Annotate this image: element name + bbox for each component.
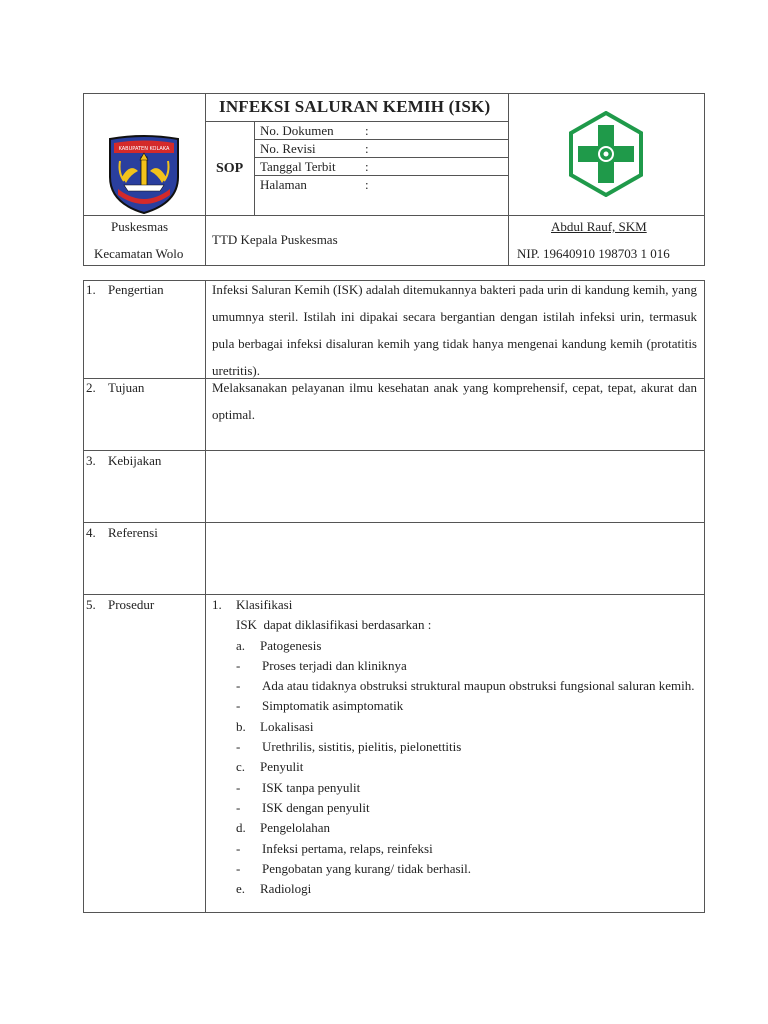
list-item-text: Lokalisasi [260, 718, 314, 734]
section-label-pengertian: Pengertian [108, 282, 164, 297]
list-item-text: Pengelolahan [260, 820, 331, 836]
list-item [212, 818, 697, 838]
divider [254, 139, 508, 140]
pengertian-text: Infeksi Saluran Kemih (ISK) adalah ditemukannya bakteri pada urin di kandung kemih, yang umumnya steril. Istilah ini dipakai secara bergantian dengan istilah infeksi urin, termasuk pula berbagai infeksi disaluran kemih yang tidak hanya mengenai kandung kemih (protatitis uretritis). [212, 282, 697, 378]
divider [254, 121, 255, 215]
list-marker: - [236, 698, 241, 714]
section-number: 4. [86, 525, 96, 540]
divider [508, 93, 509, 266]
list-item [212, 595, 697, 615]
section-label-referensi: Referensi [108, 525, 158, 540]
doc-field-separator: : [365, 159, 369, 174]
list-item-text: Patogenesis [260, 637, 322, 653]
list-item [212, 636, 697, 656]
head-name: Abdul Rauf, SKM [551, 219, 647, 234]
list-marker: d. [236, 820, 246, 836]
section-label-prosedur: Prosedur [108, 597, 155, 612]
doc-field-separator: : [365, 177, 369, 192]
list-item-text: Infeksi pertama, relaps, reinfeksi [262, 840, 433, 856]
list-item-text: Proses terjadi dan kliniknya [262, 657, 407, 673]
list-item-text: Penyulit [260, 759, 304, 775]
section-label-tujuan: Tujuan [108, 380, 145, 395]
list-marker: - [236, 678, 241, 694]
list-marker: a. [236, 637, 246, 653]
section-number: 3. [86, 453, 96, 468]
sop-label: SOP [216, 161, 244, 176]
doc-field-label: No. Dokumen [260, 123, 334, 138]
list-item-text: ISK dengan penyulit [262, 799, 370, 815]
list-marker: - [236, 657, 241, 673]
list-marker: - [236, 739, 241, 755]
list-marker: - [236, 860, 241, 876]
list-item [212, 839, 697, 859]
doc-field-separator: : [365, 141, 369, 156]
institution-district: Kecamatan Wolo [94, 246, 184, 261]
section-label-kebijakan: Kebijakan [108, 453, 162, 468]
divider [83, 215, 705, 216]
institution-name: Puskesmas [111, 219, 169, 234]
list-item [212, 757, 697, 777]
list-item-text: Klasifikasi [236, 597, 293, 612]
tujuan-text: Melaksanakan pelayanan ilmu kesehatan anak yang komprehensif, cepat, tepat, akurat dan optimal. [212, 380, 697, 422]
doc-field-label: Halaman [260, 177, 307, 192]
list-item-text: Simptomatik asimptomatik [262, 698, 404, 714]
list-item [212, 717, 697, 737]
list-marker: b. [236, 718, 246, 734]
section-number: 2. [86, 380, 96, 395]
list-item-text: Pengobatan yang kurang/ tidak berhasil. [262, 860, 472, 876]
divider [83, 265, 705, 266]
head-nip: NIP. 19640910 198703 1 016 [517, 246, 670, 261]
section-number: 5. [86, 597, 96, 612]
divider [83, 522, 705, 523]
list-marker: e. [236, 881, 246, 897]
doc-field-separator: : [365, 123, 369, 138]
list-item [212, 737, 697, 757]
list-item [212, 859, 697, 879]
divider [83, 450, 705, 451]
doc-field-label: No. Revisi [260, 141, 316, 156]
list-item-text: Radiologi [260, 881, 312, 897]
list-marker: - [236, 840, 241, 856]
list-marker: - [236, 799, 241, 815]
signature-label: TTD Kepala Puskesmas [212, 232, 338, 247]
doc-field-label: Tanggal Terbit [260, 159, 336, 174]
list-marker: c. [236, 759, 246, 775]
list-item [212, 798, 697, 818]
page-title: INFEKSI SALURAN KEMIH (ISK) [219, 97, 491, 116]
list-item [212, 656, 697, 676]
divider [254, 175, 508, 176]
divider [205, 121, 508, 122]
list-item [212, 696, 697, 716]
list-marker: - [236, 779, 241, 795]
section-number: 1. [86, 282, 96, 297]
list-item-text: Urethrilis, sistitis, pielitis, pielonettitis [262, 739, 462, 755]
puskesmas-green-cross-icon [568, 111, 644, 197]
list-item-text: ISK tanpa penyulit [262, 779, 361, 795]
list-item-text: Ada atau tidaknya obstruksi struktural maupun obstruksi fungsional saluran kemih. [262, 678, 695, 694]
list-item [212, 778, 697, 798]
svg-text:KABUPATEN KOLAKA: KABUPATEN KOLAKA [118, 146, 170, 152]
divider [205, 280, 206, 913]
regional-emblem-icon [104, 133, 184, 215]
list-item [212, 676, 697, 696]
list-marker: 1. [212, 597, 222, 612]
list-item [212, 879, 697, 899]
list-item [212, 615, 697, 635]
list-item-text: ISK dapat diklasifikasi berdasarkan : [236, 617, 432, 633]
prosedur-content [212, 595, 697, 899]
divider [254, 157, 508, 158]
divider [205, 93, 206, 266]
